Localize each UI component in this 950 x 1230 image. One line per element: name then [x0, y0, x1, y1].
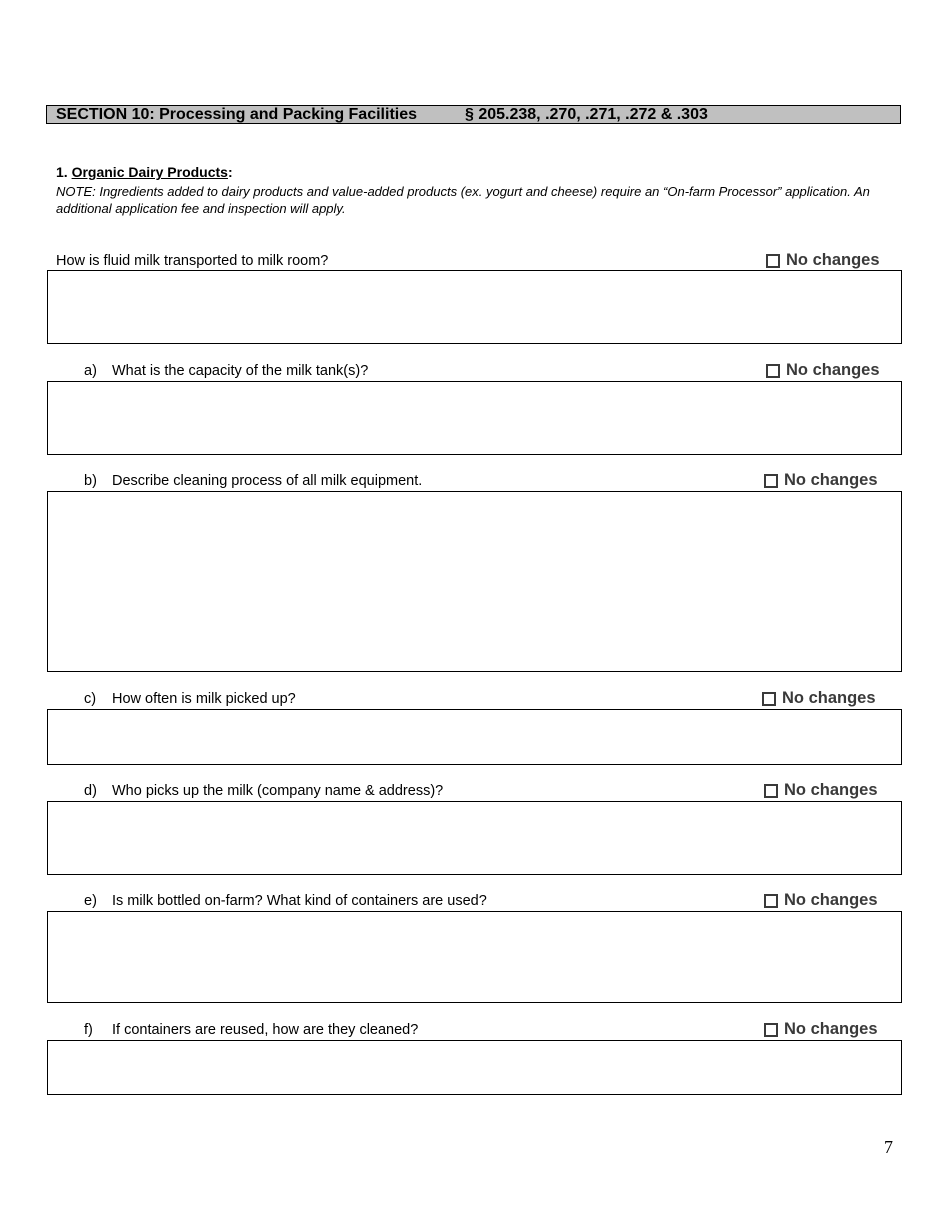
no-changes-label: No changes [784, 471, 878, 489]
answer-field[interactable] [47, 801, 902, 875]
no-changes-option[interactable] [766, 251, 880, 270]
item-title: Organic Dairy Products [71, 164, 228, 180]
question-text: Who picks up the milk (company name & address)? [112, 783, 444, 799]
question-text: Describe cleaning process of all milk equipment. [112, 473, 423, 489]
no-changes-label: No changes [786, 361, 880, 379]
no-changes-label: No changes [784, 891, 878, 909]
no-changes-option[interactable] [764, 471, 878, 490]
question-letter: a) [84, 363, 97, 379]
answer-field[interactable] [47, 270, 902, 344]
checkbox-icon[interactable] [764, 474, 778, 488]
checkbox-icon[interactable] [766, 254, 780, 268]
section-header [46, 105, 901, 124]
no-changes-option[interactable] [764, 781, 878, 800]
checkbox-icon[interactable] [764, 1023, 778, 1037]
no-changes-label: No changes [784, 781, 878, 799]
no-changes-option[interactable] [766, 361, 880, 380]
item-colon: : [227, 164, 233, 180]
no-changes-option[interactable] [764, 1020, 878, 1039]
question-letter: d) [84, 783, 97, 799]
question-letter: c) [84, 691, 97, 707]
section-title: SECTION 10: Processing and Packing Facilities [56, 106, 418, 123]
no-changes-option[interactable] [764, 891, 878, 910]
question-letter: f) [84, 1022, 93, 1038]
question-text: How is fluid milk transported to milk room? [56, 253, 329, 269]
answer-field[interactable] [47, 911, 902, 1003]
answer-field[interactable] [47, 491, 902, 672]
no-changes-label: No changes [784, 1020, 878, 1038]
item-heading [56, 164, 233, 180]
item-note: NOTE: Ingredients added to dairy products and value-added products (ex. yogurt and cheese) require an “On-farm Processor” application. An additional application fee and inspection will apply. [56, 184, 870, 216]
checkbox-icon[interactable] [764, 784, 778, 798]
question-text: What is the capacity of the milk tank(s)? [112, 363, 369, 379]
question-letter: b) [84, 473, 97, 489]
no-changes-label: No changes [782, 689, 876, 707]
no-changes-option[interactable] [762, 689, 876, 708]
no-changes-label: No changes [786, 251, 880, 269]
question-text: Is milk bottled on-farm? What kind of containers are used? [112, 893, 487, 909]
answer-field[interactable] [47, 381, 902, 455]
checkbox-icon[interactable] [764, 894, 778, 908]
question-text: If containers are reused, how are they cleaned? [112, 1022, 419, 1038]
question-letter: e) [84, 893, 97, 909]
checkbox-icon[interactable] [766, 364, 780, 378]
item-number: 1. [56, 164, 68, 180]
answer-field[interactable] [47, 1040, 902, 1095]
page-number: 7 [884, 1137, 893, 1157]
section-reference: § 205.238, .270, .271, .272 & .303 [465, 106, 708, 123]
checkbox-icon[interactable] [762, 692, 776, 706]
question-text: How often is milk picked up? [112, 691, 296, 707]
answer-field[interactable] [47, 709, 902, 765]
